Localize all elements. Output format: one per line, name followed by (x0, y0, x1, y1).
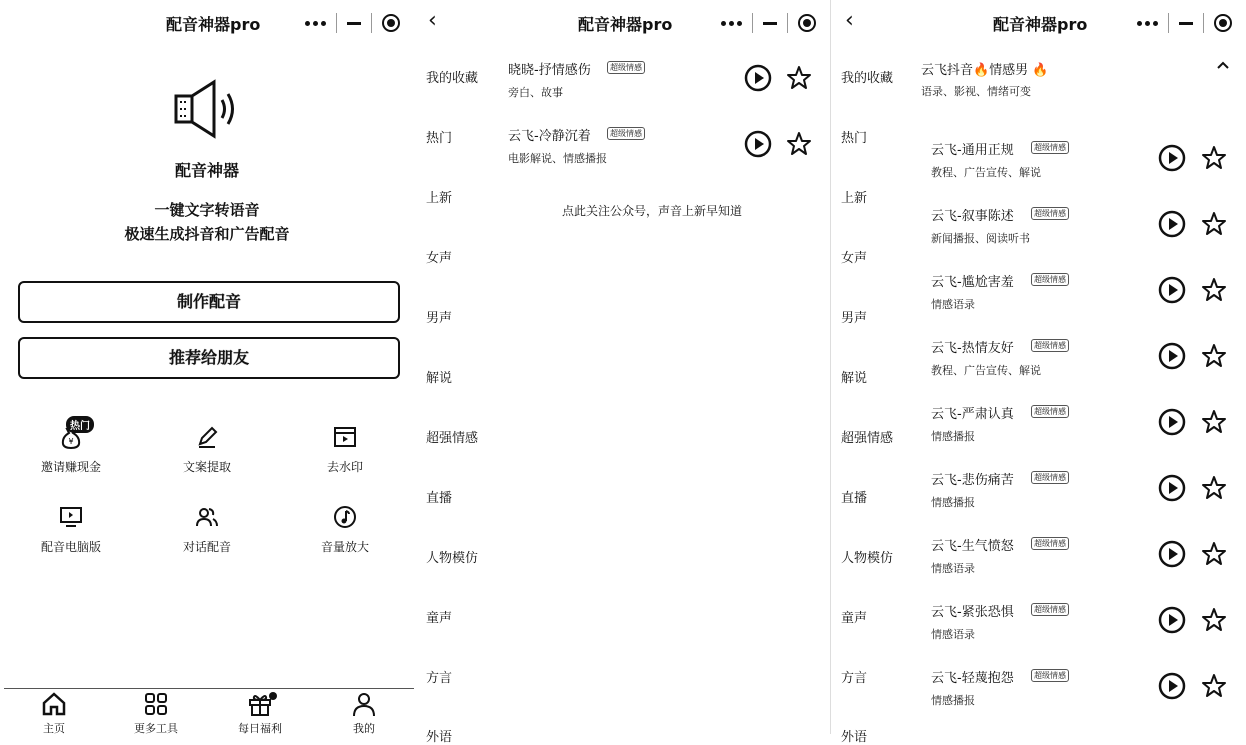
hot-badge: 热门 (66, 416, 94, 433)
minimize-icon[interactable] (347, 22, 361, 25)
voice-badge: 超级情感 (1031, 141, 1069, 154)
minimize-icon[interactable] (1179, 22, 1193, 25)
category-female[interactable]: 女声 (841, 251, 868, 266)
voice-badge: 超级情感 (1031, 603, 1069, 616)
play-icon[interactable] (744, 64, 772, 92)
desktop-version-tool[interactable] (16, 504, 126, 555)
create-dubbing-button[interactable]: 制作配音 (18, 281, 400, 323)
more-icon[interactable] (305, 21, 326, 26)
voice-name: 云飞-悲伤痛苦 (931, 473, 1014, 488)
voice-badge: 超级情感 (1031, 669, 1069, 682)
copy-extract-tool[interactable] (152, 424, 262, 475)
category-favorites[interactable]: 我的收藏 (841, 71, 894, 86)
voice-group-name: 云飞抖音🔥情感男 🔥 (921, 63, 1049, 78)
voice-tags: 电影解说、情感播报 (508, 152, 607, 165)
category-female[interactable]: 女声 (426, 251, 453, 266)
tool-label: 对话配音 (182, 540, 231, 554)
monitor-icon (58, 504, 84, 530)
voice-tags: 教程、广告宣传、解说 (931, 166, 1041, 179)
user-icon (351, 691, 377, 717)
mini-program-capsule (1137, 10, 1232, 36)
category-favorites[interactable]: 我的收藏 (426, 71, 479, 86)
remove-watermark-tool[interactable] (290, 424, 400, 475)
tab-label: 主页 (43, 722, 65, 735)
voice-tags: 情感语录 (931, 562, 975, 575)
star-icon[interactable] (1201, 409, 1227, 435)
category-narration[interactable]: 解说 (841, 371, 868, 386)
mini-program-capsule (305, 10, 400, 36)
category-male[interactable]: 男声 (841, 311, 868, 326)
category-hot[interactable]: 热门 (426, 131, 453, 146)
voice-tags: 情感播报 (931, 496, 975, 509)
voice-badge: 超级情感 (1031, 471, 1069, 484)
minimize-icon[interactable] (763, 22, 777, 25)
voice-name: 云飞-叙事陈述 (931, 209, 1014, 224)
more-icon[interactable] (721, 21, 742, 26)
star-icon[interactable] (786, 65, 812, 91)
tab-more-tools[interactable] (116, 691, 196, 736)
mini-program-capsule (721, 10, 816, 36)
dialogue-dubbing-tool[interactable] (152, 504, 262, 555)
voice-tags: 情感播报 (931, 694, 975, 707)
back-icon[interactable]: ‹ (845, 8, 854, 33)
voice-name: 云飞-紧张恐惧 (931, 605, 1014, 620)
play-icon[interactable] (1158, 672, 1186, 700)
category-hot[interactable]: 热门 (841, 131, 868, 146)
bottom-tab-bar (4, 688, 414, 734)
category-new[interactable]: 上新 (426, 191, 453, 206)
svg-text:¥: ¥ (68, 437, 74, 446)
category-live[interactable]: 直播 (426, 491, 453, 506)
play-icon[interactable] (1158, 540, 1186, 568)
favorites-screen (414, 0, 830, 745)
star-icon[interactable] (1201, 673, 1227, 699)
voice-tags: 新闻播报、阅读听书 (931, 232, 1030, 245)
back-icon[interactable]: ‹ (428, 8, 437, 33)
tab-daily-welfare[interactable] (220, 691, 300, 736)
voice-name: 云飞-热情友好 (931, 341, 1014, 356)
category-live[interactable]: 直播 (841, 491, 868, 506)
tool-label: 去水印 (326, 460, 363, 474)
voice-tags: 旁白、故事 (508, 86, 563, 99)
tool-label: 配音电脑版 (40, 540, 101, 554)
music-note-icon (332, 504, 358, 530)
pen-icon (194, 424, 220, 450)
tool-label: 音量放大 (320, 540, 369, 554)
category-narration[interactable]: 解说 (426, 371, 453, 386)
play-icon[interactable] (744, 130, 772, 158)
tab-label: 我的 (353, 722, 375, 735)
category-emotion[interactable]: 超强情感 (841, 431, 894, 446)
close-capsule-icon[interactable] (382, 14, 400, 32)
tab-mine[interactable] (324, 691, 404, 736)
chevron-up-icon[interactable] (1216, 60, 1230, 70)
top-bar (831, 0, 1246, 46)
users-icon (194, 504, 220, 530)
play-icon[interactable] (1158, 606, 1186, 634)
page-title: 配音神器pro (166, 15, 261, 34)
play-icon[interactable] (1158, 474, 1186, 502)
page-title: 配音神器pro (993, 15, 1088, 34)
play-icon[interactable] (1158, 276, 1186, 304)
category-foreign[interactable]: 外语 (426, 730, 453, 745)
voice-badge: 超级情感 (1031, 207, 1069, 220)
grid-icon (143, 691, 169, 717)
voice-tags: 情感播报 (931, 430, 975, 443)
star-icon[interactable] (1201, 541, 1227, 567)
close-capsule-icon[interactable] (1214, 14, 1232, 32)
voice-badge: 超级情感 (607, 127, 645, 140)
follow-notice-link[interactable]: 点此关注公众号，声音上新早知道 (561, 204, 742, 218)
tab-label: 每日福利 (238, 722, 282, 735)
voice-badge: 超级情感 (1031, 537, 1069, 550)
play-icon[interactable] (1158, 144, 1186, 172)
voice-list-screen (830, 0, 1246, 745)
voice-tags: 教程、广告宣传、解说 (931, 364, 1041, 377)
star-icon[interactable] (786, 131, 812, 157)
voice-name: 云飞-冷静沉着 (508, 129, 591, 144)
voice-group-tags: 语录、影视、情绪可变 (921, 85, 1031, 98)
category-dialect[interactable]: 方言 (841, 671, 868, 686)
voice-badge: 超级情感 (607, 61, 645, 74)
voice-name: 云飞-通用正规 (931, 143, 1014, 158)
video-icon (332, 424, 358, 450)
slogan-line-1: 一键文字转语音 (154, 201, 260, 219)
notification-dot (269, 692, 277, 700)
tool-label: 邀请赚现金 (40, 460, 101, 474)
star-icon[interactable] (1201, 343, 1227, 369)
tool-label: 文案提取 (182, 460, 231, 474)
star-icon[interactable] (1201, 211, 1227, 237)
star-icon[interactable] (1201, 607, 1227, 633)
star-icon[interactable] (1201, 277, 1227, 303)
voice-badge: 超级情感 (1031, 339, 1069, 352)
category-emotion[interactable]: 超强情感 (426, 431, 479, 446)
slogan-line-2: 极速生成抖音和广告配音 (124, 225, 290, 243)
category-child[interactable]: 童声 (841, 611, 868, 626)
page-title: 配音神器pro (578, 15, 673, 34)
voice-name: 云飞-生气愤怒 (931, 539, 1014, 554)
share-to-friend-button[interactable]: 推荐给朋友 (18, 337, 400, 379)
voice-badge: 超级情感 (1031, 273, 1069, 286)
home-screen (0, 0, 414, 734)
category-imitation[interactable]: 人物模仿 (841, 551, 894, 566)
close-capsule-icon[interactable] (798, 14, 816, 32)
top-bar (414, 0, 830, 46)
tab-label: 更多工具 (134, 722, 178, 735)
star-icon[interactable] (1201, 145, 1227, 171)
category-dialect[interactable]: 方言 (426, 671, 453, 686)
voice-name: 云飞-尴尬害羞 (931, 275, 1014, 290)
top-bar (0, 0, 414, 46)
app-name: 配音神器 (174, 161, 239, 180)
voice-tags: 情感语录 (931, 628, 975, 641)
voice-badge: 超级情感 (1031, 405, 1069, 418)
voice-name: 晓晓-抒情感伤 (508, 63, 591, 78)
speaker-icon (170, 78, 244, 138)
category-foreign[interactable]: 外语 (841, 730, 868, 745)
voice-name: 云飞-轻蔑抱怨 (931, 671, 1014, 686)
play-icon[interactable] (1158, 210, 1186, 238)
home-icon (41, 691, 67, 717)
category-imitation[interactable]: 人物模仿 (426, 551, 479, 566)
star-icon[interactable] (1201, 475, 1227, 501)
tab-home[interactable] (14, 691, 94, 736)
voice-tags: 情感语录 (931, 298, 975, 311)
play-icon[interactable] (1158, 342, 1186, 370)
volume-boost-tool[interactable] (290, 504, 400, 555)
category-male[interactable]: 男声 (426, 311, 453, 326)
voice-name: 云飞-严肃认真 (931, 407, 1014, 422)
category-child[interactable]: 童声 (426, 611, 453, 626)
play-icon[interactable] (1158, 408, 1186, 436)
more-icon[interactable] (1137, 21, 1158, 26)
category-new[interactable]: 上新 (841, 191, 868, 206)
